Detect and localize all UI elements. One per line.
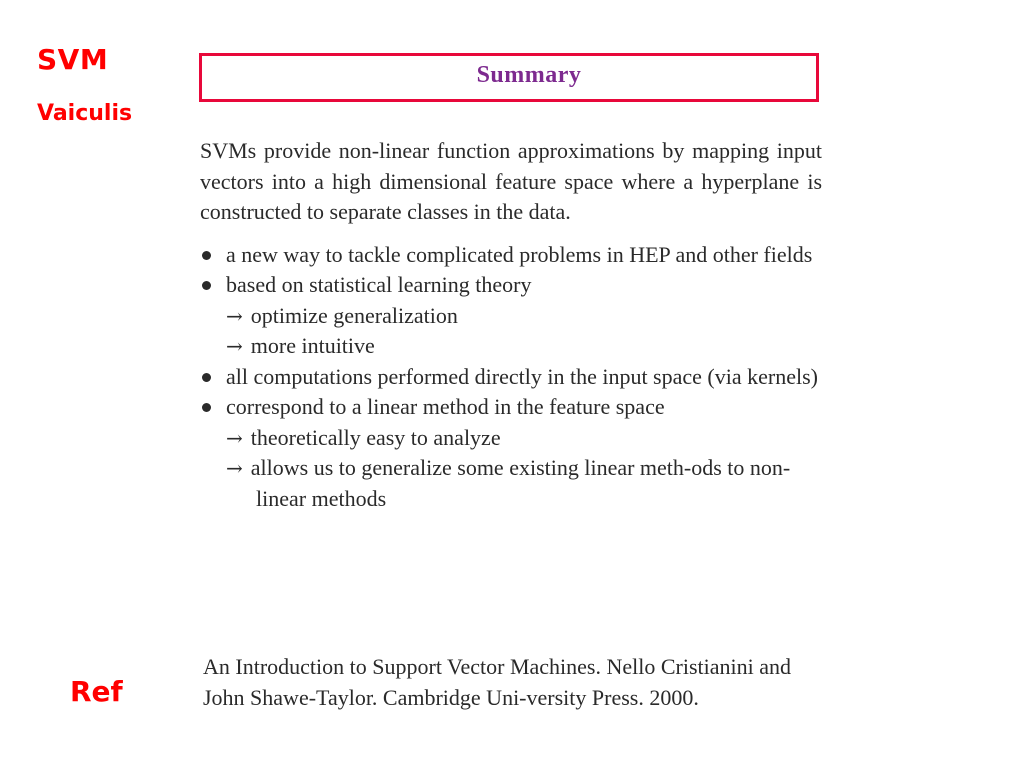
bullet-text: all computations performed directly in the input space (via kernels) — [226, 363, 818, 389]
slide-title: SVM — [37, 43, 109, 76]
bullet-dot-icon — [202, 373, 211, 382]
sub-point — [226, 331, 822, 362]
bullet-text: a new way to tackle complicated problems in HEP and other fields — [226, 241, 813, 267]
right-arrow-icon: → — [226, 456, 243, 480]
bullet-item — [200, 362, 822, 393]
right-arrow-icon: → — [226, 334, 243, 358]
bullet-item — [200, 270, 822, 362]
bullet-text: based on statistical learning theory — [226, 272, 532, 297]
summary-heading-box — [199, 53, 819, 102]
bullet-item — [200, 392, 822, 514]
bullet-dot-icon — [202, 281, 211, 290]
bullet-item — [200, 240, 822, 271]
summary-content — [200, 136, 822, 514]
sub-point-text: allows us to generalize some existing linear meth-ods to non-linear methods — [250, 455, 791, 511]
right-arrow-icon: → — [226, 303, 243, 328]
sub-point — [226, 453, 822, 514]
ref-label: Ref — [70, 675, 123, 708]
reference-citation: An Introduction to Support Vector Machines. Nello Cristianini and John Shawe-Taylor. Cambridge Uni-versity Press. 2000. — [203, 654, 792, 710]
sub-point — [226, 423, 822, 454]
author-name: Vaiculis — [37, 101, 133, 126]
sub-point-text: more intuitive — [250, 333, 375, 358]
bullet-text: correspond to a linear method in the feature space — [226, 394, 665, 419]
bullet-dot-icon — [202, 403, 211, 412]
sub-point-text: optimize generalization — [250, 302, 458, 328]
sub-point-text: theoretically easy to analyze — [250, 424, 501, 450]
sub-point — [226, 301, 822, 332]
summary-heading: Summary — [476, 62, 582, 88]
bullet-dot-icon — [202, 251, 211, 260]
right-arrow-icon: → — [226, 425, 243, 450]
summary-bullet-list — [200, 240, 822, 515]
summary-intro: SVMs provide non-linear function approximations by mapping input vectors into a high dimensional feature space where a hyperplane is constructed to separate classes in the data. — [200, 138, 822, 224]
